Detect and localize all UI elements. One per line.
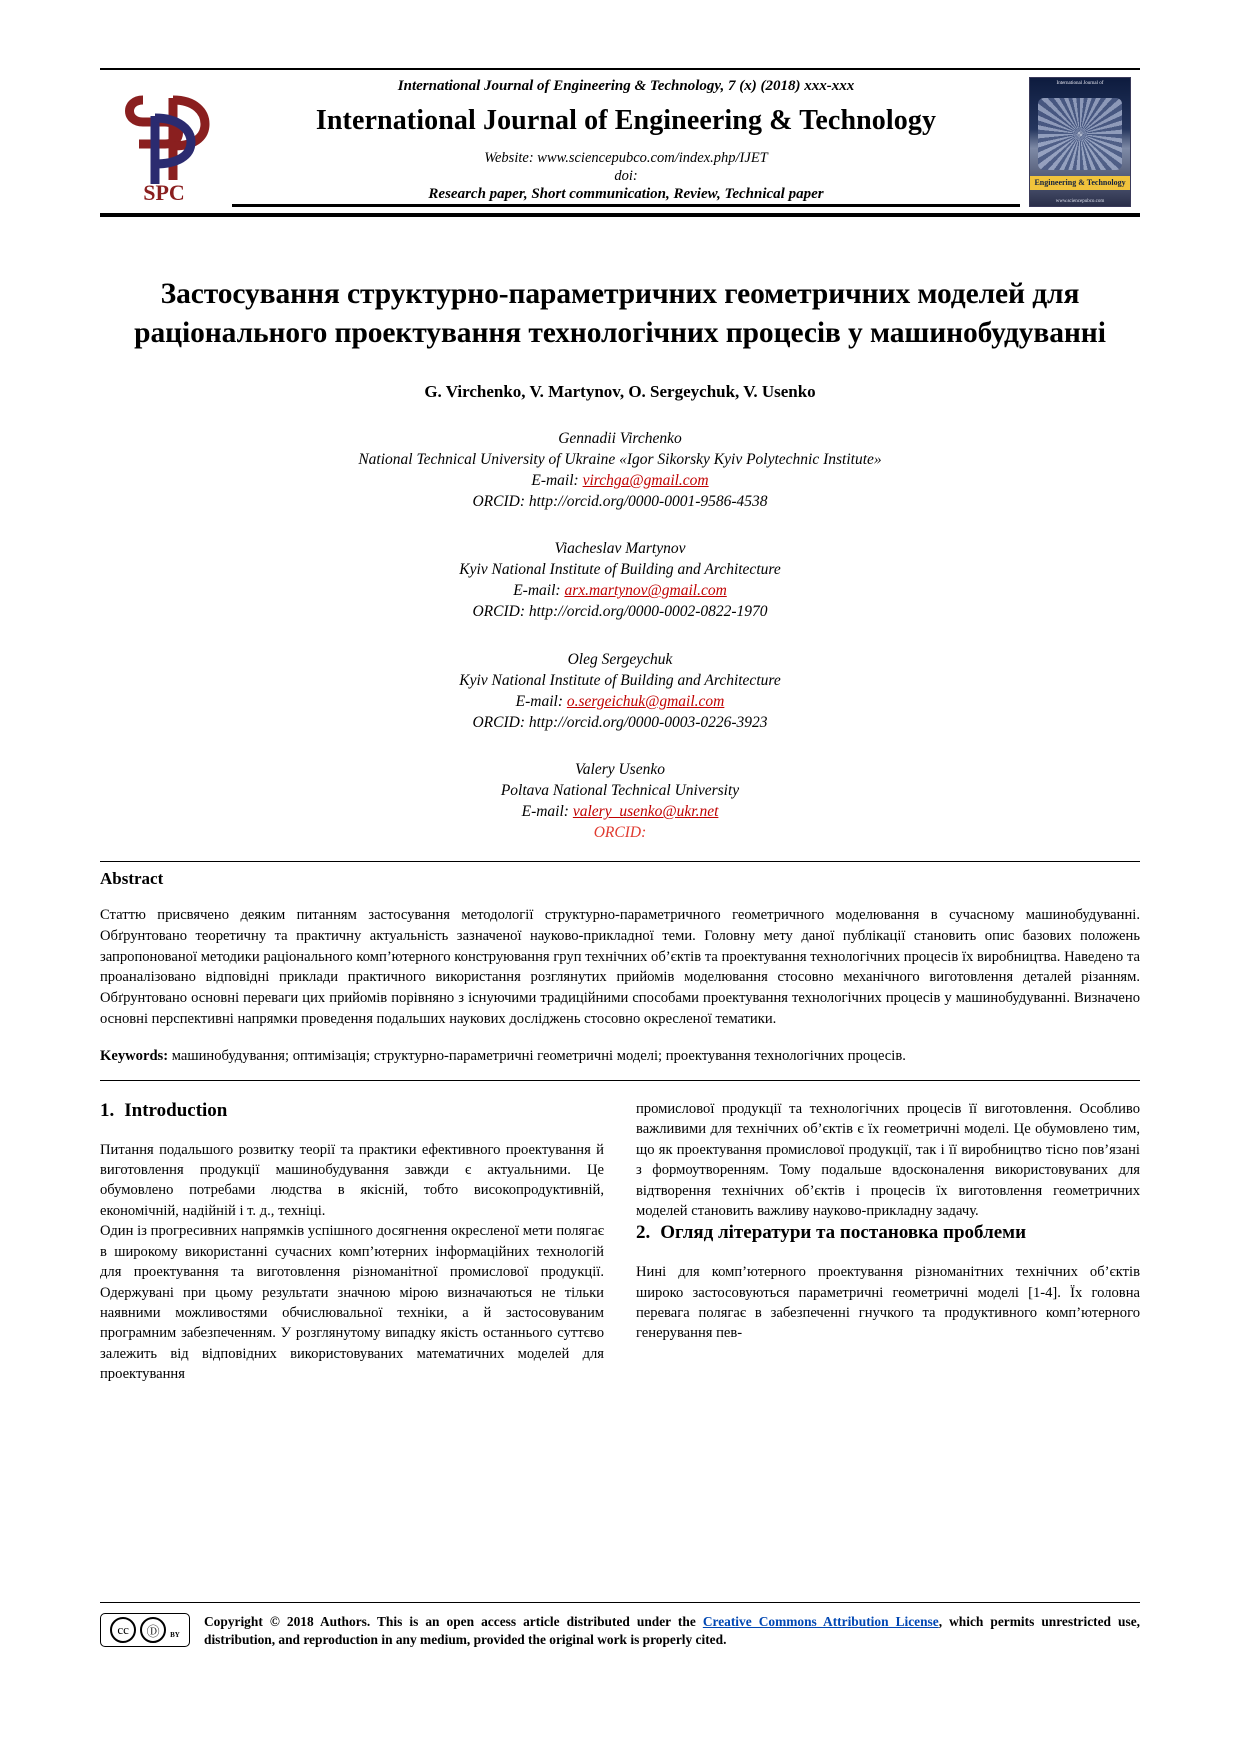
journal-cover-thumbnail [1024,70,1140,213]
abstract-top-rule [100,861,1140,862]
affiliation-block-2 [100,538,1140,622]
section-1-number: 1. [100,1099,115,1121]
cc-symbol: cc [110,1617,136,1643]
author-orcid[interactable]: ORCID: http://orcid.org/0000-0001-9586-4538 [472,493,768,511]
author-organization: Kyiv National Institute of Building and Architecture [459,671,781,689]
author-email-link[interactable]: o.sergeichuk@gmail.com [566,692,725,710]
section-1-paragraph-2-continued: промислової продукції та технологічних процесів її виготовлення. Особливо важливими для технічних об’єктів є їх геометричні моделі. Це обумовлено тим, що як проектування промислової продукції, так і її виробництво тісно пов’язані з формоутворенням. Тому подальше вдосконалення використовуваних для відтворення технічних об’єктів і процесів їх виготовлення геометричних моделей становить важливу науково-прикладну задачу. [636,1100,1140,1220]
author-orcid: ORCID: [593,824,647,842]
cover-top-text: International Journal of [1056,80,1104,86]
spc-logo-text: SPC [143,180,185,206]
journal-masthead [100,68,1140,217]
cover-band-text: Engineering & Technology [1030,176,1130,189]
column-right [636,1099,1140,1385]
section-2-heading [636,1221,1140,1246]
author-name: Oleg Sergeychuk [567,650,673,668]
author-organization: Kyiv National Institute of Building and Architecture [459,561,781,579]
keywords-label: Keywords: [100,1047,169,1064]
author-orcid[interactable]: ORCID: http://orcid.org/0000-0002-0822-1970 [472,603,768,621]
author-orcid[interactable]: ORCID: http://orcid.org/0000-0003-0226-3923 [472,713,768,731]
email-label: E-mail: [515,692,564,710]
column-left [100,1099,604,1385]
keywords-row [100,1046,1140,1066]
section-1-paragraph-1: Питання подальшого розвитку теорії та практики ефективного проектування й виготовлення продукції машинобудування завжди є актуальними. Це обумовлено потребами людства в якісній, тобто високопродуктивній, економічній, надійній і т. д., техніці. [100,1141,604,1219]
section-2-paragraph-1: Нині для комп’ютерного проектування різноманітних технічних об’єктів широко застосовуються параметричні геометричні моделі [1-4]. Їх головна перевага полягає в забезпеченні гнучкого та продуктивного комп’ютерного генерування пев- [636,1264,1140,1342]
abstract-heading: Abstract [100,869,164,889]
author-organization: National Technical University of Ukraine «Igor Sikorsky Kyiv Polytechnic Institute» [358,451,882,469]
author-email-link[interactable]: valery_usenko@ukr.net [572,803,719,821]
creative-commons-icon[interactable] [100,1613,190,1647]
author-name: Valery Usenko [575,760,665,778]
spc-logo-icon [109,80,219,205]
cover-bottom-text: www.sciencepubco.com [1055,198,1105,204]
author-email-link[interactable]: virchga@gmail.com [582,472,709,490]
email-label: E-mail: [521,803,569,821]
cover-image [1029,77,1131,207]
author-name: Viacheslav Martynov [554,540,686,558]
section-1-paragraph-2: Один із прогресивних напрямків успішного досягнення окресленої мети полягає в широкому використанні сучасних комп’ютерних інформаційних технологій для проектування та виготовлення різноманітної промислової продукції. Одержувані при цьому результати значною мірою визначаються не тільки наявними можливостями обчислювальної техніки, а й застосовуваним програмним забезпеченням. У розглянутому випадку якість останнього суттєво залежить від відповідних використовуваних математичних моделей для проектування [100,1223,604,1383]
author-email-row [100,580,1140,601]
license-link[interactable]: Creative Commons Attribution License [702,1614,939,1629]
cc-by-symbol: Ⓓ [140,1617,166,1643]
journal-website[interactable]: Website: www.sciencepubco.com/index.php/IJET [484,150,768,166]
affiliation-block-1 [100,428,1140,512]
section-1-heading [100,1099,604,1124]
masthead-center [228,70,1024,213]
affiliation-block-3 [100,649,1140,733]
paper-types: Research paper, Short communication, Review, Technical paper [232,186,1020,207]
author-email-link[interactable]: arx.martynov@gmail.com [564,582,727,600]
copyright-text [204,1613,1140,1648]
abstract-text: Статтю присвячено деяким питанням застосування методології структурно-параметричного геометричного моделювання в сучасному машинобудуванні. Обґрунтовано теоретичну та практичну актуальність зазначеної науково-прикладної теми. Головну мету даної публікації становить опис базових положень запропонованої методики раціонального комп’ютерного конструювання груп технічних об’єктів та проектування технологічних процесів їх виробництва. Наведено та проаналізовано відповідні приклади практичного використання розглянутих прийомів моделювання стосовно механічного виготовлення деталей різанням. Обґрунтовано основні переваги цих прийомів порівняно з існуючими традиційними способами проектування технологічних процесів у машинобудуванні. Визначено основні перспективні напрямки проведення подальших наукових досліджень стосовно окресленої тематики. [100,907,1140,1027]
section-1-title: Introduction [124,1099,228,1121]
article-title: Застосування структурно-параметричних геометричних моделей для раціонального проектування технологічних процесів у машинобудуванні [134,278,1106,349]
journal-doi: doi: [614,168,638,185]
cover-artwork [1038,98,1122,170]
body-columns [100,1080,1140,1385]
section-2-number: 2. [636,1222,651,1244]
author-email-row [100,470,1140,491]
journal-title: International Journal of Engineering & Technology [315,105,937,136]
authors-line: G. Virchenko, V. Martynov, O. Sergeychuk, V. Usenko [424,381,816,401]
page-footer [100,1602,1140,1648]
page-content [100,68,1140,1385]
keywords-text: машинобудування; оптимізація; структурно-параметричні геометричні моделі; проектування технологічних процесів. [171,1047,906,1064]
copyright-tail: , which permits unrestricted use, distribution, and reproduction in any medium, provided the original work is properly cited. [204,1614,1140,1647]
author-name: Gennadii Virchenko [558,429,682,447]
cc-by-label: BY [170,1630,180,1639]
author-email-row [100,691,1140,712]
author-organization: Poltava National Technical University [500,781,740,799]
author-email-row [100,801,1140,822]
journal-citation-line: International Journal of Engineering & Technology, 7 (x) (2018) xxx-xxx [397,78,855,94]
affiliation-block-4 [100,759,1140,843]
email-label: E-mail: [531,472,579,490]
section-2-title: Огляд літератури та постановка проблеми [660,1222,1027,1244]
email-label: E-mail: [513,582,561,600]
publisher-logo [100,70,228,213]
copyright-lead: Copyright © 2018 Authors. This is an open access article distributed under the [204,1614,703,1629]
